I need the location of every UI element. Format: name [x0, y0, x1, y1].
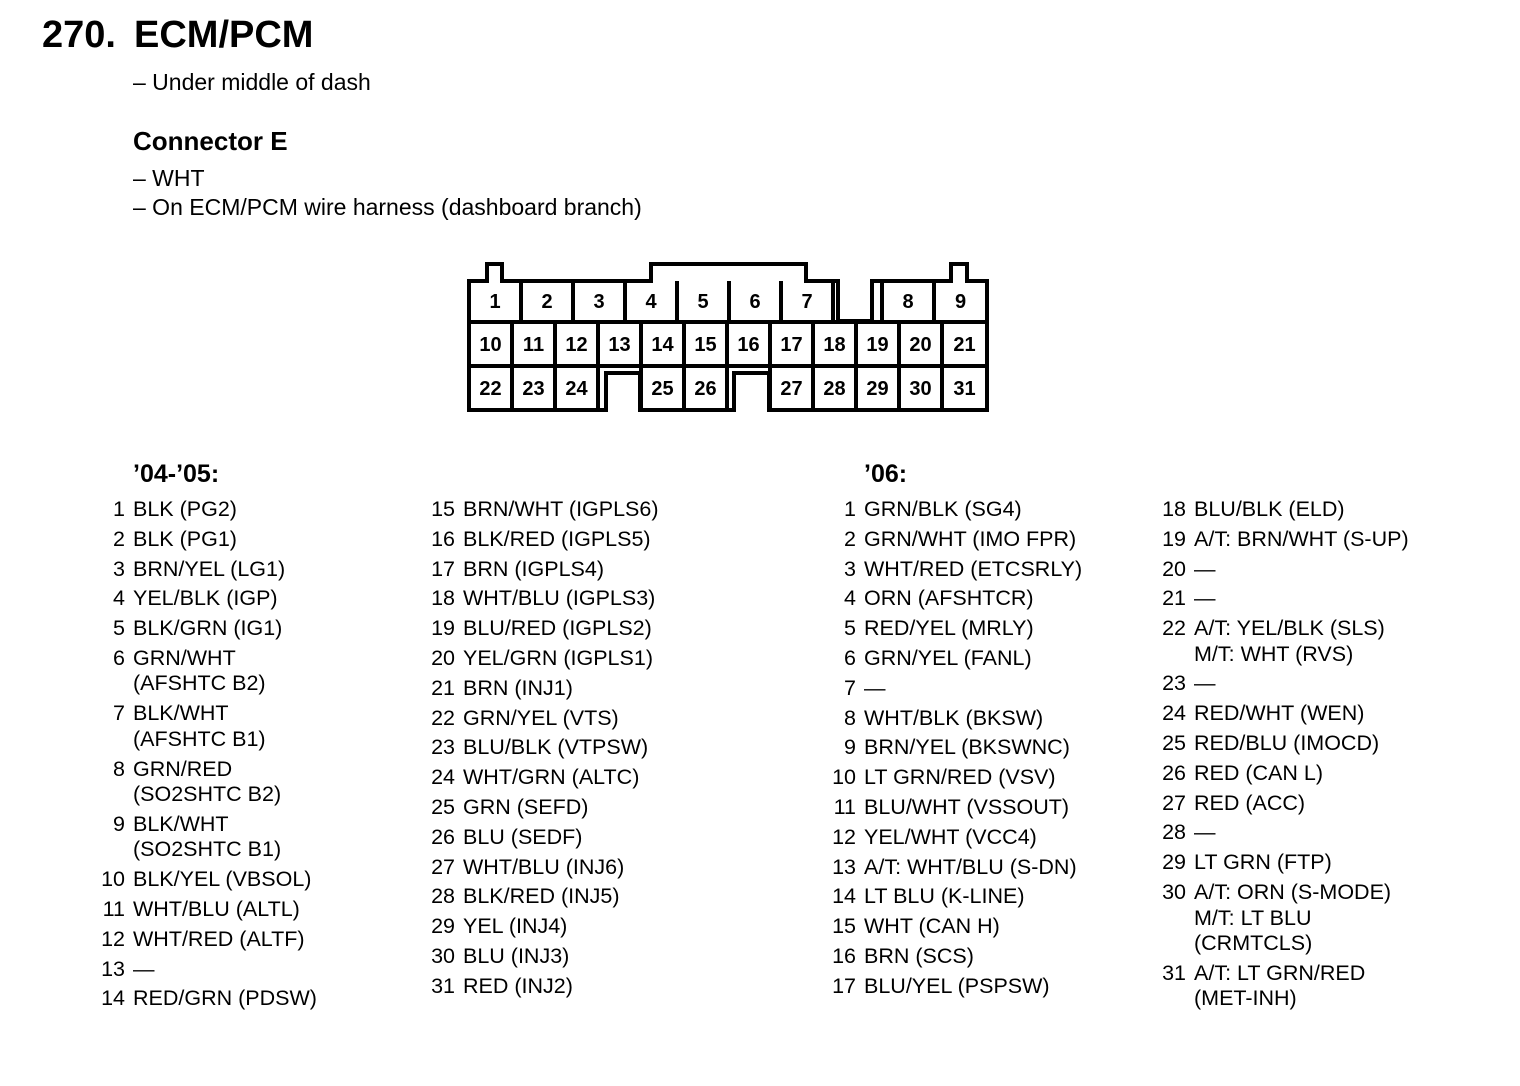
pin-number: 29	[1162, 850, 1186, 875]
pin-number: 15	[832, 914, 856, 939]
cavity-label: 28	[823, 378, 846, 400]
pin-number: 23	[1162, 671, 1186, 696]
pin-number: 13	[101, 956, 125, 981]
cavity-label: 11	[522, 334, 545, 356]
pin-number: 28	[431, 884, 455, 909]
section-heading-06: ’06:	[864, 460, 908, 488]
pin-entry	[421, 557, 659, 583]
cavity-label: 29	[866, 378, 889, 400]
pin-number: 19	[1162, 526, 1186, 551]
cavity-label: 4	[645, 291, 657, 313]
pin-number: 1	[113, 497, 125, 521]
cavity-label: 2	[541, 291, 553, 313]
pin-description: BLK/RED (IGPLS5)	[463, 526, 651, 551]
pin-entry	[421, 497, 659, 523]
connector-color: – WHT	[133, 165, 205, 191]
pin-description: ORN (AFSHTCR)	[864, 586, 1034, 611]
cavity-label: 15	[694, 334, 717, 356]
pin-description: GRN/RED (SO2SHTC B2)	[133, 756, 282, 807]
pin-entry	[1152, 791, 1409, 817]
pin-number: 4	[844, 586, 856, 611]
pin-description: GRN/YEL (FANL)	[864, 645, 1032, 670]
pin-description: RED/BLU (IMOCD)	[1194, 731, 1380, 756]
pin-entry	[822, 825, 1082, 851]
pin-entry	[421, 974, 659, 1000]
pin-description: A/T: LT GRN/RED (MET-INH)	[1194, 960, 1366, 1011]
cavity-label: 14	[651, 334, 674, 356]
pin-entry	[822, 646, 1082, 672]
pin-entry	[421, 795, 659, 821]
pin-number: 14	[832, 884, 856, 909]
pin-description: A/T: WHT/BLU (S-DN)	[864, 854, 1077, 879]
cavity-label: 3	[593, 291, 605, 313]
pin-description: LT GRN/RED (VSV)	[864, 765, 1056, 790]
pin-number: 13	[832, 854, 856, 879]
pin-description: BRN/WHT (IGPLS6)	[463, 497, 659, 521]
cavity-label: 31	[953, 378, 976, 400]
pin-entry	[822, 676, 1082, 702]
cavity-label: 16	[737, 334, 760, 356]
pin-number: 21	[431, 675, 455, 700]
pin-entry	[822, 765, 1082, 791]
pin-number: 3	[113, 556, 125, 581]
pin-number: 11	[102, 896, 125, 921]
pin-description: GRN/WHT (IMO FPR)	[864, 526, 1077, 551]
pin-number: 25	[1162, 731, 1186, 756]
pin-number: 9	[113, 811, 125, 836]
pin-number: 30	[1162, 880, 1186, 905]
pin-description: —	[1194, 671, 1216, 696]
pin-number: 12	[101, 926, 125, 951]
pin-entry	[421, 855, 659, 881]
cavity-label: 30	[909, 378, 932, 400]
pin-number: 17	[431, 556, 455, 581]
cavity-label: 18	[823, 334, 846, 356]
pin-number: 8	[844, 705, 856, 730]
pin-description: A/T: YEL/BLK (SLS) M/T: WHT (RVS)	[1194, 616, 1385, 666]
pin-description: BLU/BLK (ELD)	[1194, 497, 1345, 521]
pin-entry	[421, 646, 659, 672]
pin-number: 26	[1162, 760, 1186, 785]
title-number: 270.	[42, 14, 116, 56]
connector-diagram	[0, 0, 1520, 430]
pin-entry	[1152, 731, 1409, 757]
cavity-label: 19	[866, 334, 889, 356]
pin-number: 22	[1162, 616, 1186, 641]
connector-heading: Connector E	[133, 126, 288, 156]
pin-number: 31	[1162, 960, 1186, 985]
pin-number: 29	[431, 914, 455, 939]
pin-entry	[91, 927, 317, 953]
connector-harness: – On ECM/PCM wire harness (dashboard branch)	[133, 194, 642, 220]
pin-entry	[822, 616, 1082, 642]
pin-number: 2	[844, 526, 856, 551]
pin-entry	[822, 735, 1082, 761]
pin-entry	[1152, 616, 1409, 667]
pin-number: 28	[1162, 820, 1186, 845]
pin-number: 22	[431, 705, 455, 730]
cavity-label: 1	[489, 291, 501, 313]
pin-number: 5	[844, 616, 856, 641]
title-text: ECM/PCM	[134, 14, 314, 56]
pin-description: GRN/WHT (AFSHTC B2)	[133, 645, 266, 696]
pin-entry	[421, 527, 659, 553]
pin-entry	[91, 812, 317, 863]
cavity-label: 24	[565, 378, 588, 400]
pin-number: 10	[101, 867, 125, 892]
pin-description: YEL/GRN (IGPLS1)	[463, 645, 653, 670]
section-heading-04-05: ’04-’05:	[133, 460, 220, 488]
cavity-label: 6	[749, 291, 761, 313]
pin-description: GRN (SEFD)	[463, 794, 589, 819]
pin-description: RED/WHT (WEN)	[1194, 701, 1365, 726]
pin-entry	[91, 986, 317, 1012]
pin-description: —	[1194, 556, 1216, 581]
pin-number: 23	[431, 735, 455, 760]
pin-entry	[822, 855, 1082, 881]
pin-description: BLK/WHT (AFSHTC B1)	[133, 701, 266, 751]
pin-entry	[421, 616, 659, 642]
pin-entry	[1152, 761, 1409, 787]
pin-number: 7	[113, 701, 125, 726]
pin-number: 6	[113, 645, 125, 670]
cavity-label: 8	[902, 291, 914, 313]
pin-entry	[421, 884, 659, 910]
pin-description: GRN/BLK (SG4)	[864, 497, 1022, 521]
pin-entry	[421, 825, 659, 851]
pin-entry	[421, 735, 659, 761]
pin-entry	[91, 616, 317, 642]
pin-number: 20	[431, 645, 455, 670]
pin-description: GRN/YEL (VTS)	[463, 705, 619, 730]
pin-number: 18	[431, 586, 455, 611]
pin-number: 17	[832, 973, 856, 998]
pin-list-04-05-right	[421, 497, 659, 1004]
pin-description: BLU/RED (IGPLS2)	[463, 616, 652, 641]
pin-entry	[1152, 671, 1409, 697]
cavity-label: 25	[651, 378, 674, 400]
pin-number: 4	[113, 586, 125, 611]
pin-number: 9	[844, 735, 856, 760]
pin-description: BLU (SEDF)	[463, 824, 583, 849]
pin-description: BLK (PG2)	[133, 497, 237, 521]
pin-description: A/T: ORN (S-MODE) M/T: LT BLU (CRMTCLS)	[1194, 880, 1392, 956]
pin-number: 7	[844, 675, 856, 700]
pin-description: —	[133, 956, 155, 981]
pin-number: 6	[844, 645, 856, 670]
pin-entry	[822, 557, 1082, 583]
pin-list-06-left	[822, 497, 1082, 1004]
pin-entry	[822, 527, 1082, 553]
pin-number: 10	[832, 765, 856, 790]
pin-entry	[822, 795, 1082, 821]
pin-entry	[91, 957, 317, 983]
pin-description: RED (INJ2)	[463, 973, 573, 998]
pin-number: 8	[113, 756, 125, 781]
cavity-label: 7	[801, 291, 813, 313]
pin-number: 31	[431, 973, 455, 998]
pin-description: WHT/BLU (INJ6)	[463, 854, 625, 879]
pin-number: 18	[1162, 497, 1186, 521]
pin-description: BLK (PG1)	[133, 526, 237, 551]
pin-description: RED (ACC)	[1194, 790, 1306, 815]
pin-description: YEL/WHT (VCC4)	[864, 824, 1037, 849]
pin-description: LT GRN (FTP)	[1194, 850, 1332, 875]
cavity-label: 22	[479, 378, 502, 400]
cavity-label: 5	[697, 291, 709, 313]
pin-description: WHT (CAN H)	[864, 914, 1000, 939]
pin-description: BLU/YEL (PSPSW)	[864, 973, 1050, 998]
pin-number: 19	[431, 616, 455, 641]
cavity-label: 17	[780, 334, 803, 356]
pin-entry	[91, 497, 317, 523]
pin-description: BRN/YEL (BKSWNC)	[864, 735, 1070, 760]
pin-description: BLK/GRN (IG1)	[133, 616, 283, 641]
pin-description: —	[1194, 586, 1216, 611]
pin-description: BLK/WHT (SO2SHTC B1)	[133, 811, 282, 862]
pin-description: YEL (INJ4)	[463, 914, 568, 939]
pin-number: 2	[113, 526, 125, 551]
pin-entry	[421, 944, 659, 970]
pin-entry	[822, 914, 1082, 940]
pin-description: WHT/BLU (ALTL)	[133, 896, 300, 921]
pin-number: 26	[431, 824, 455, 849]
cavity-label: 12	[565, 334, 588, 356]
pin-number: 16	[832, 943, 856, 968]
pin-description: BLK/RED (INJ5)	[463, 884, 620, 909]
pin-description: BLU (INJ3)	[463, 943, 570, 968]
pin-entry	[1152, 701, 1409, 727]
pin-entry	[91, 867, 317, 893]
cavity-label: 10	[479, 334, 502, 356]
pin-number: 25	[431, 794, 455, 819]
pin-entry	[91, 701, 317, 752]
pin-description: WHT/GRN (ALTC)	[463, 765, 640, 790]
pin-number: 27	[1162, 790, 1186, 815]
pin-description: BRN/YEL (LG1)	[133, 556, 286, 581]
pin-entry	[91, 897, 317, 923]
pin-description: YEL/BLK (IGP)	[133, 586, 278, 611]
pin-description: RED (CAN L)	[1194, 760, 1324, 785]
pin-entry	[1152, 586, 1409, 612]
pin-description: BLU/WHT (VSSOUT)	[864, 794, 1070, 819]
cavity-label: 26	[694, 378, 717, 400]
pin-number: 27	[431, 854, 455, 879]
pin-entry	[1152, 961, 1409, 1012]
pin-description: WHT/BLK (BKSW)	[864, 705, 1044, 730]
pin-number: 14	[101, 986, 125, 1011]
pin-number: 20	[1162, 556, 1186, 581]
pin-entry	[91, 646, 317, 697]
pin-description: WHT/RED (ETCSRLY)	[864, 556, 1083, 581]
cavity-label: 23	[522, 378, 545, 400]
pin-number: 24	[1162, 701, 1186, 726]
pin-entry	[421, 914, 659, 940]
pin-description: —	[1194, 820, 1216, 845]
pin-description: WHT/BLU (IGPLS3)	[463, 586, 656, 611]
pin-description: —	[864, 675, 886, 700]
pin-number: 21	[1162, 586, 1186, 611]
pin-entry	[1152, 880, 1409, 957]
pin-entry	[1152, 850, 1409, 876]
pin-description: BRN (IGPLS4)	[463, 556, 604, 581]
pin-entry	[822, 497, 1082, 523]
pin-entry	[822, 884, 1082, 910]
pin-description: RED/YEL (MRLY)	[864, 616, 1034, 641]
pin-entry	[91, 757, 317, 808]
cavity-label: 13	[608, 334, 631, 356]
pin-entry	[421, 676, 659, 702]
pin-number: 5	[113, 616, 125, 641]
pin-entry	[91, 527, 317, 553]
cavity-label: 27	[780, 378, 803, 400]
pin-number: 30	[431, 943, 455, 968]
pin-entry	[91, 586, 317, 612]
pin-description: BRN (SCS)	[864, 943, 974, 968]
pin-entry	[822, 706, 1082, 732]
pin-number: 15	[431, 497, 455, 521]
pin-number: 3	[844, 556, 856, 581]
pin-entry	[91, 557, 317, 583]
pin-entry	[1152, 497, 1409, 523]
pin-description: BLU/BLK (VTPSW)	[463, 735, 649, 760]
pin-entry	[822, 944, 1082, 970]
pin-description: WHT/RED (ALTF)	[133, 926, 305, 951]
pin-entry	[421, 765, 659, 791]
pin-number: 12	[832, 824, 856, 849]
cavity-label: 20	[909, 334, 932, 356]
pin-entry	[421, 586, 659, 612]
pin-description: RED/GRN (PDSW)	[133, 986, 317, 1011]
pin-description: A/T: BRN/WHT (S-UP)	[1194, 526, 1409, 551]
cavity-label: 9	[954, 291, 967, 313]
pin-list-04-05-left	[91, 497, 317, 1016]
pin-entry	[421, 706, 659, 732]
pin-description: BLK/YEL (VBSOL)	[133, 867, 312, 892]
pin-entry	[1152, 557, 1409, 583]
pin-entry	[1152, 820, 1409, 846]
pin-number: 1	[844, 497, 856, 521]
pin-number: 16	[431, 526, 455, 551]
pin-list-06-right	[1152, 497, 1409, 1016]
pin-entry	[822, 586, 1082, 612]
pin-entry	[1152, 527, 1409, 553]
pin-description: LT BLU (K-LINE)	[864, 884, 1025, 909]
pin-entry	[822, 974, 1082, 1000]
pin-description: BRN (INJ1)	[463, 675, 573, 700]
location-note: – Under middle of dash	[133, 69, 371, 95]
pin-number: 11	[833, 794, 856, 819]
pin-number: 24	[431, 765, 455, 790]
cavity-label: 21	[953, 334, 976, 356]
